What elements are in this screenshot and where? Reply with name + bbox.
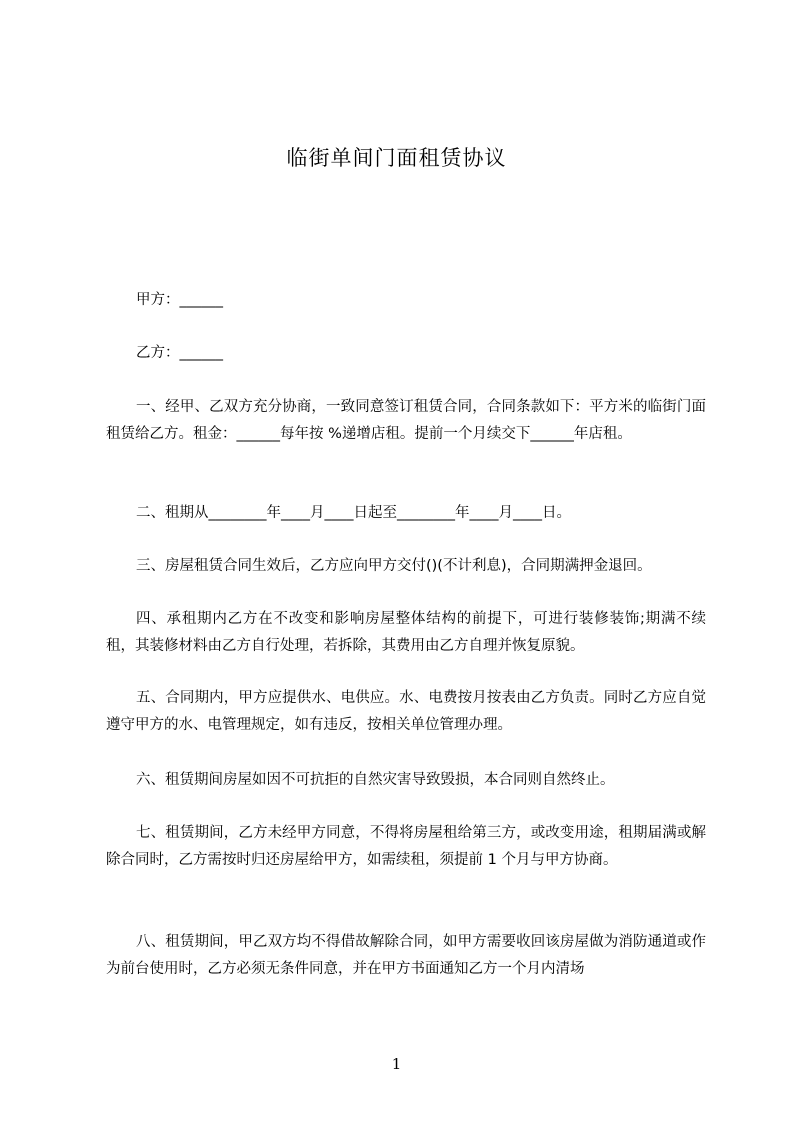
party-a-line: 甲方：______ xyxy=(136,292,223,308)
page-number: 1 xyxy=(391,1055,402,1073)
clause-1: 一、经甲、乙双方充分协商，一致同意签订租赁合同，合同条款如下：平方米的临街门面租赁给乙方。租金：______每年按 %递增店租。提前一个月续交下______年店租。 xyxy=(106,399,706,442)
clause-5: 五、合同期内，甲方应提供水、电供应。水、电费按月按表由乙方负责。同时乙方应自觉遵守甲方的水、电管理规定，如有违反，按相关单位管理办理。 xyxy=(106,690,706,733)
clause-3: 三、房屋租赁合同生效后，乙方应向甲方交付()(不计利息)，合同期满押金退回。 xyxy=(136,558,652,574)
clause-6: 六、租赁期间房屋如因不可抗拒的自然灾害导致毁损，本合同则自然终止。 xyxy=(136,772,615,788)
clause-4: 四、承租期内乙方在不改变和影响房屋整体结构的前提下，可进行装修装饰;期满不续租，其装修材料由乙方自行处理，若拆除，其费用由乙方自理并恢复原貌。 xyxy=(106,611,706,654)
page-title: 临街单间门面租赁协议 xyxy=(286,146,507,170)
party-b-line: 乙方：______ xyxy=(136,345,223,361)
clause-8: 八、租赁期间，甲乙双方均不得借故解除合同，如甲方需要收回该房屋做为消防通道或作为前台使用时，乙方必须无条件同意，并在甲方书面通知乙方一个月内清场 xyxy=(106,934,706,977)
clause-7: 七、租赁期间，乙方未经甲方同意，不得将房屋租给第三方，或改变用途，租期届满或解除合同时，乙方需按时归还房屋给甲方，如需续租，须提前 1 个月与甲方协商。 xyxy=(106,825,706,868)
clause-2: 二、租期从________年____月____日起至________年____月____日。 xyxy=(136,505,571,521)
